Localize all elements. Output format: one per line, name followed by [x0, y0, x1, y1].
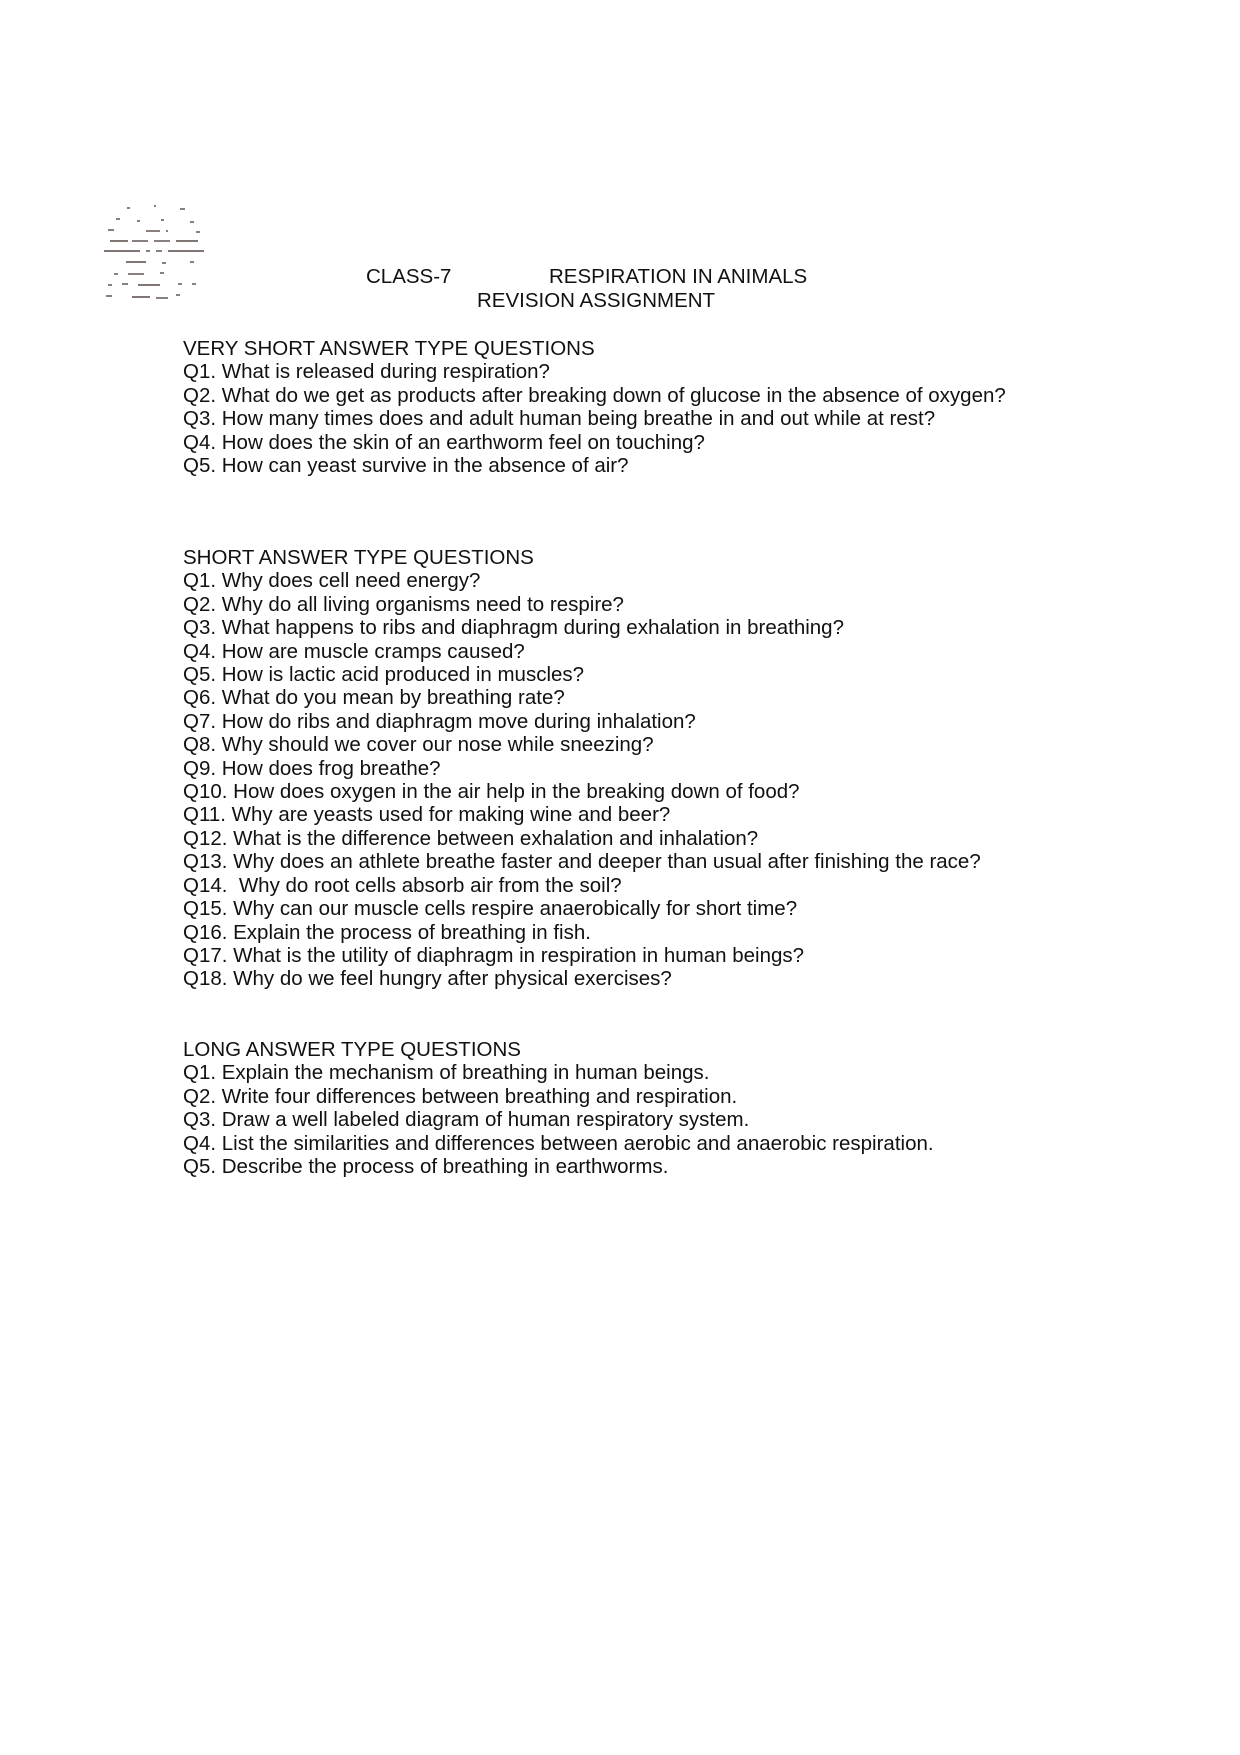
question-list	[183, 1061, 1203, 1178]
section-heading: LONG ANSWER TYPE QUESTIONS	[183, 1038, 521, 1061]
class-label: CLASS-7	[366, 265, 452, 288]
question-item: Q3. Draw a well labeled diagram of human respiratory system.	[183, 1108, 750, 1132]
section-heading: VERY SHORT ANSWER TYPE QUESTIONS	[183, 337, 595, 360]
question-list	[183, 569, 1203, 990]
question-item: Q6. What do you mean by breathing rate?	[183, 686, 565, 710]
question-item: Q1. Explain the mechanism of breathing in human beings.	[183, 1061, 710, 1085]
school-logo	[100, 204, 210, 314]
school-emblem-icon	[100, 204, 210, 314]
question-item: Q12. What is the difference between exhalation and inhalation?	[183, 826, 759, 850]
question-item: Q4. How does the skin of an earthworm feel on touching?	[183, 430, 705, 454]
question-item: Q11. Why are yeasts used for making wine and beer?	[183, 803, 671, 827]
question-item: Q10. How does oxygen in the air help in the breaking down of food?	[183, 780, 800, 804]
long-answer-section	[183, 1038, 1203, 1178]
question-item: Q18. Why do we feel hungry after physical exercises?	[183, 967, 672, 991]
question-item: Q15. Why can our muscle cells respire anaerobically for short time?	[183, 897, 798, 921]
very-short-answer-section	[183, 337, 1203, 477]
short-answer-section	[183, 546, 1203, 991]
subject-title: RESPIRATION IN ANIMALS	[549, 265, 808, 288]
question-item: Q2. What do we get as products after breaking down of glucose in the absence of oxygen?	[183, 383, 1006, 407]
question-item: Q1. Why does cell need energy?	[183, 569, 481, 593]
question-item: Q4. How are muscle cramps caused?	[183, 639, 525, 663]
question-item: Q5. How is lactic acid produced in muscles?	[183, 663, 585, 687]
question-item: Q5. How can yeast survive in the absence of air?	[183, 454, 629, 478]
question-list	[183, 360, 1203, 477]
question-item: Q4. List the similarities and differences between aerobic and anaerobic respiration.	[183, 1131, 934, 1155]
question-item: Q14. Why do root cells absorb air from the soil?	[183, 873, 622, 897]
question-item: Q1. What is released during respiration?	[183, 360, 550, 384]
question-item: Q2. Why do all living organisms need to respire?	[183, 592, 624, 616]
question-item: Q8. Why should we cover our nose while sneezing?	[183, 733, 654, 757]
question-item: Q3. What happens to ribs and diaphragm during exhalation in breathing?	[183, 616, 844, 640]
question-item: Q13. Why does an athlete breathe faster and deeper than usual after finishing the race?	[183, 850, 981, 874]
question-item: Q5. Describe the process of breathing in earthworms.	[183, 1155, 669, 1179]
question-item: Q7. How do ribs and diaphragm move during inhalation?	[183, 709, 696, 733]
question-item: Q2. Write four differences between breathing and respiration.	[183, 1084, 738, 1108]
question-item: Q3. How many times does and adult human being breathe in and out while at rest?	[183, 407, 936, 431]
question-item: Q9. How does frog breathe?	[183, 756, 441, 780]
section-heading: SHORT ANSWER TYPE QUESTIONS	[183, 546, 534, 569]
assignment-title: REVISION ASSIGNMENT	[477, 289, 716, 312]
question-item: Q17. What is the utility of diaphragm in respiration in human beings?	[183, 943, 805, 967]
question-item: Q16. Explain the process of breathing in fish.	[183, 920, 591, 944]
